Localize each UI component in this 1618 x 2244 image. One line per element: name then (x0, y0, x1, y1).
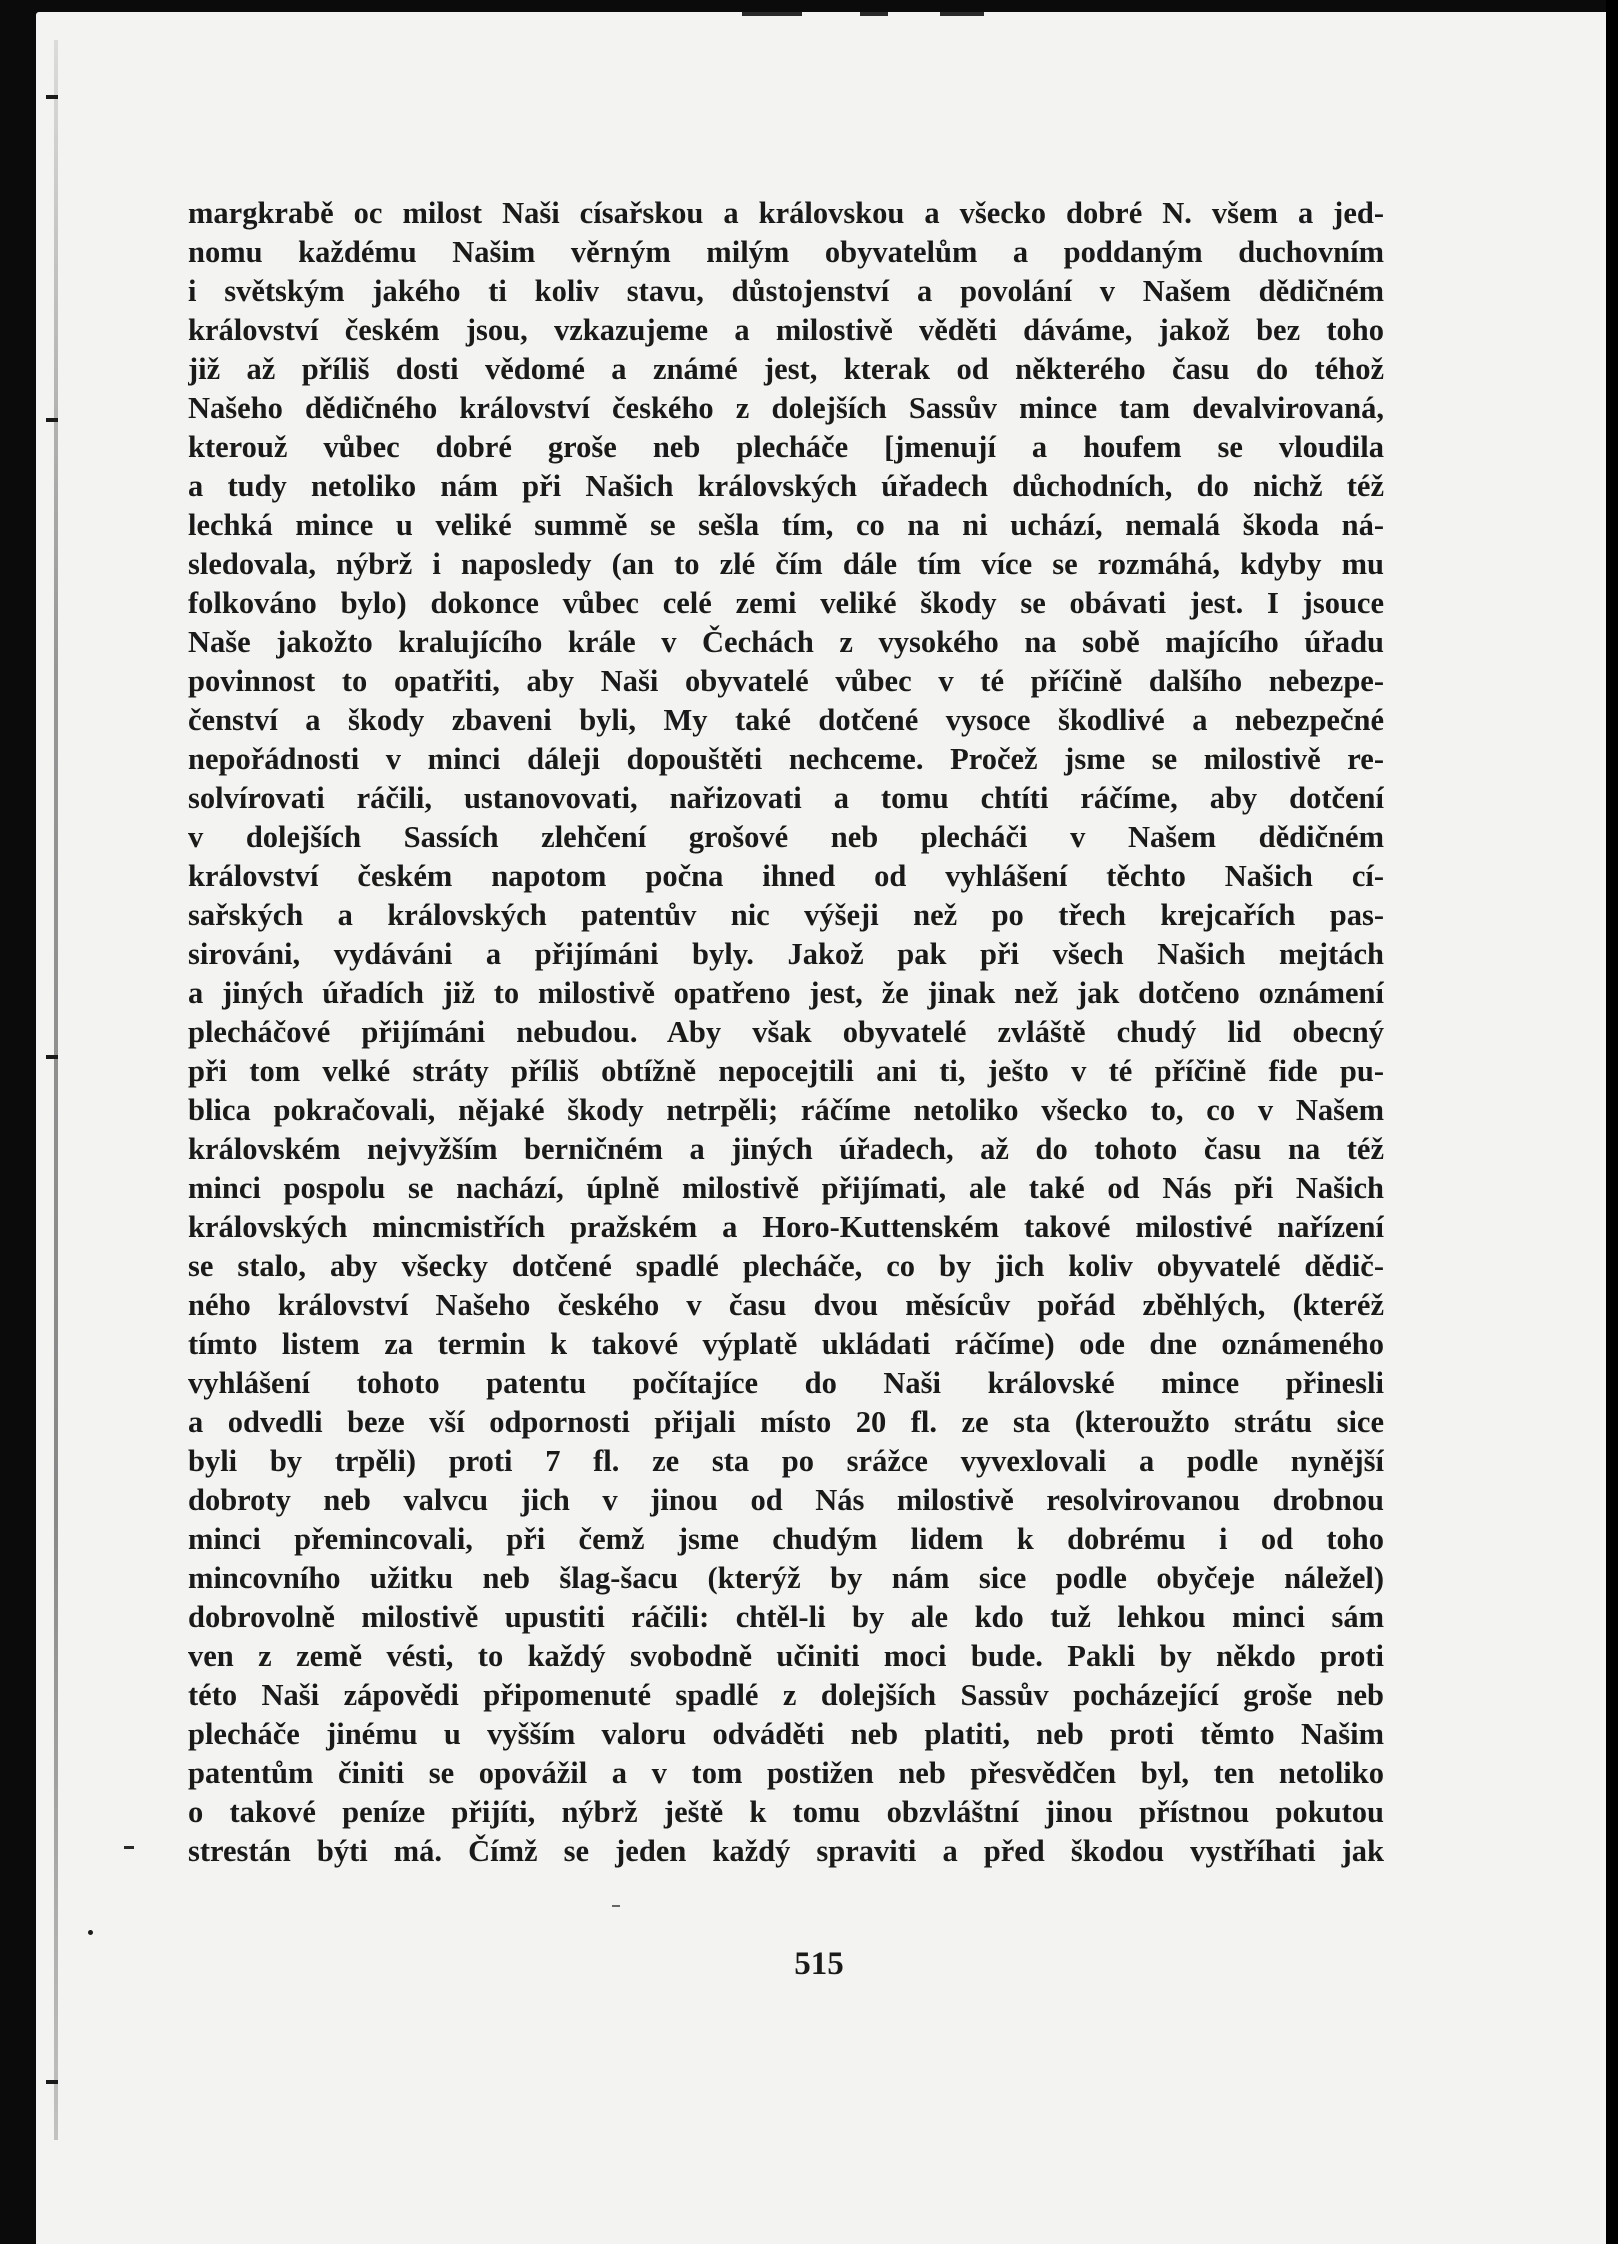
text-line: strestán býti má. Čímž se jeden každý spraviti a před škodou vystříhati jak (188, 1834, 1384, 1868)
text-line: sledovala, nýbrž i naposledy (an to zlé čím dále tím více se rozmáhá, kdyby mu (188, 547, 1384, 581)
text-line: ven z země vésti, to každý svobodně učiniti moci bude. Pakli by někdo proti (188, 1639, 1384, 1673)
text-line: království českém jsou, vzkazujeme a milostivě věděti dáváme, jakož bez toho (188, 313, 1384, 347)
text-line: sirováni, vydáváni a přijímáni byly. Jakož pak při všech Našich mejtách (188, 937, 1384, 971)
binding-mark (46, 1055, 58, 1059)
text-line: minci přemincovali, při čemž jsme chudým lidem k dobrému i od toho (188, 1522, 1384, 1556)
text-line: vyhlášení tohoto patentu počítajíce do Naši královské mince přinesli (188, 1366, 1384, 1400)
text-line: blica pokračovali, nějaké škody netrpěli; ráčíme netoliko všecko to, co v Našem (188, 1093, 1384, 1127)
margin-dash-mark (124, 1846, 134, 1849)
text-line: dobroty neb valvcu jich v jinou od Nás milostivě resolvirovanou drobnou (188, 1483, 1384, 1517)
text-line: minci pospolu se nachází, úplně milostivě přijímati, ale také od Nás při Našich (188, 1171, 1384, 1205)
text-line: království českém napotom počna ihned od vyhlášení těchto Našich cí- (188, 859, 1384, 893)
scan-artifact (940, 12, 984, 16)
text-line: folkováno bylo) dokonce vůbec celé zemi veliké škody se obávati jest. I jsouce (188, 586, 1384, 620)
text-line: tímto listem za termin k takové výplatě ukládati ráčíme) ode dne oznámeného (188, 1327, 1384, 1361)
page-number: 515 (794, 1946, 844, 1982)
text-line: solvírovati ráčili, ustanovovati, nařizovati a tomu chtíti ráčíme, aby dotčení (188, 781, 1384, 815)
text-line: této Naši zápovědi připomenuté spadlé z dolejších Sassův pocházející groše neb (188, 1678, 1384, 1712)
text-line: lechká mince u veliké summě se sešla tím, co na ni uchází, nemalá škoda ná- (188, 508, 1384, 542)
text-line: dobrovolně milostivě upustiti ráčili: chtěl-li by ale kdo tuž lehkou minci sám (188, 1600, 1384, 1634)
text-line: patentům činiti se opovážil a v tom postižen neb přesvědčen byl, ten netoliko (188, 1756, 1384, 1790)
text-line: plecháčové přijímáni nebudou. Aby však obyvatelé zvláště chudý lid obecný (188, 1015, 1384, 1049)
text-line: sařských a královských patentův nic výšeji než po třech krejcařích pas- (188, 898, 1384, 932)
text-line: margkrabě oc milost Naši císařskou a královskou a všecko dobré N. všem a jed- (188, 196, 1384, 230)
text-line: královských mincmistřích pražském a Horo-Kuttenském takové milostivé nařízení (188, 1210, 1384, 1244)
text-line: byli by trpěli) proti 7 fl. ze sta po srážce vyvexlovali a podle nynější (188, 1444, 1384, 1478)
scan-artifact (860, 12, 888, 16)
text-line: ného království Našeho českého v času dvou měsícův pořád zběhlých, (kteréž (188, 1288, 1384, 1322)
text-line: a odvedli beze vší odpornosti přijali místo 20 fl. ze sta (kteroužto strátu sice (188, 1405, 1384, 1439)
text-line: Naše jakožto kralujícího krále v Čechách z vysokého na sobě majícího úřadu (188, 625, 1384, 659)
text-line: a jiných úřadích již to milostivě opatřeno jest, že jinak než jak dotčeno oznámení (188, 976, 1384, 1010)
text-line: čenství a škody zbaveni byli, My také dotčené vysoce škodlivé a nebezpečné (188, 703, 1384, 737)
text-line: o takové peníze přijíti, nýbrž ještě k tomu obzvláštní jinou přístnou pokutou (188, 1795, 1384, 1829)
text-line: královském nejvyžším berničném a jiných úřadech, až do tohoto času na též (188, 1132, 1384, 1166)
text-line: i světským jakého ti koliv stavu, důstojenství a povolání v Našem dědičném (188, 274, 1384, 308)
text-line: nomu každému Našim věrným milým obyvatelům a poddaným duchovním (188, 235, 1384, 269)
text-line: se stalo, aby všecky dotčené spadlé plecháče, co by jich koliv obyvatelé dědič- (188, 1249, 1384, 1283)
scan-artifact (88, 1930, 93, 1935)
scan-artifact (612, 1905, 620, 1907)
body-text (188, 194, 1384, 1871)
text-line: kterouž vůbec dobré groše neb plecháče [jmenují a houfem se vloudila (188, 430, 1384, 464)
scan-artifact (742, 12, 802, 16)
scan-edge-shadow (1606, 0, 1618, 2244)
text-line: při tom velké stráty příliš obtížně nepocejtili ani ti, ješto v té příčině fide pu- (188, 1054, 1384, 1088)
binding-mark (46, 2080, 58, 2084)
text-line: povinnost to opatřiti, aby Naši obyvatelé vůbec v té příčině dalšího nebezpe- (188, 664, 1384, 698)
binding-mark (46, 95, 58, 99)
text-line: již až příliš dosti vědomé a známé jest, kterak od některého času do téhož (188, 352, 1384, 386)
text-line: plecháče jinému u vyšším valoru odváděti neb platiti, neb proti těmto Našim (188, 1717, 1384, 1751)
text-line: a tudy netoliko nám při Našich královských úřadech důchodních, do nichž též (188, 469, 1384, 503)
binding-mark (46, 418, 58, 422)
text-line: mincovního užitku neb šlag-šacu (kterýž by nám sice podle obyčeje náležel) (188, 1561, 1384, 1595)
binding-edge-line (54, 40, 58, 2140)
text-line: v dolejších Sassích zlehčení grošové neb plecháči v Našem dědičném (188, 820, 1384, 854)
text-line: nepořádnosti v minci dáleji dopouštěti nechceme. Pročež jsme se milostivě re- (188, 742, 1384, 776)
text-line: Našeho dědičného království českého z dolejších Sassův mince tam devalvirovaná, (188, 391, 1384, 425)
